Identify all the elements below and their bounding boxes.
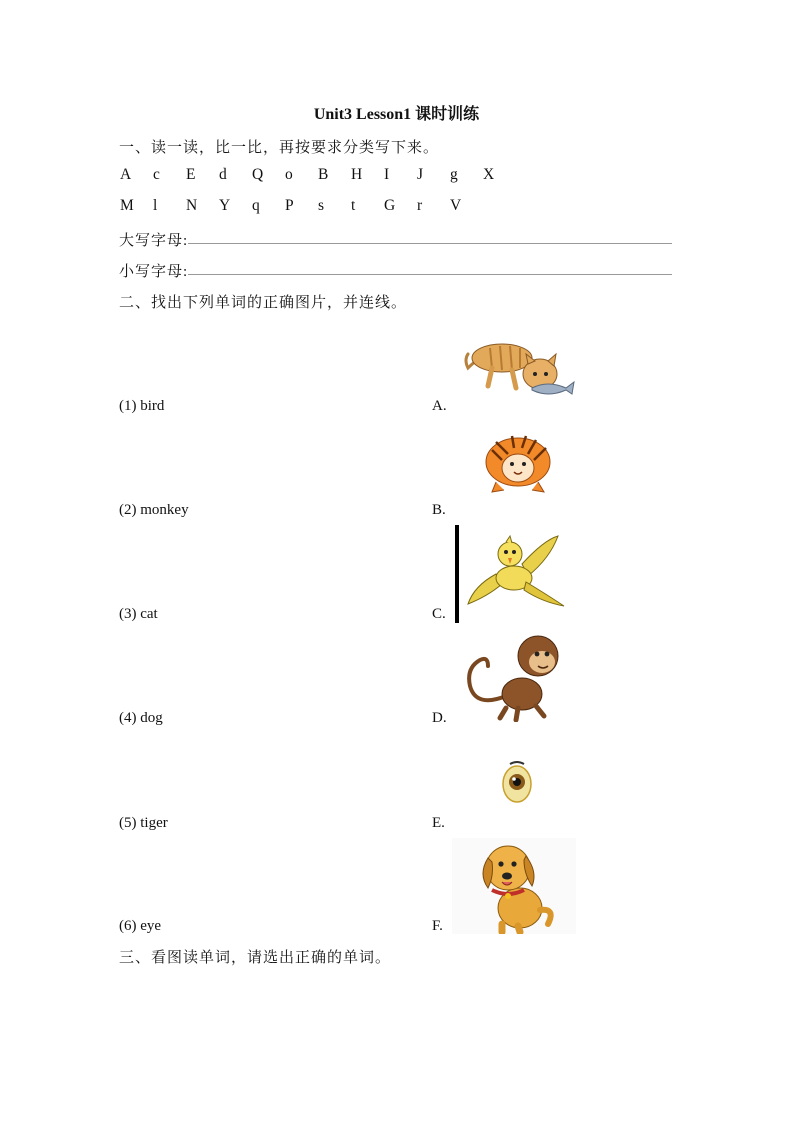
letter: P [285,197,294,214]
word-tiger: (5) tiger [119,815,168,831]
tiger-icon [482,430,558,496]
option-f-label: F. [432,918,443,934]
letter: N [186,197,198,214]
letter: A [120,166,132,183]
lowercase-answer-line[interactable] [188,274,672,275]
word-cat: (3) cat [119,606,158,622]
letter: o [285,166,293,183]
letter: q [252,197,260,214]
section1-heading: 一、读一读，比一比，再按要求分类写下来。 [119,140,440,156]
lowercase-label: 小写字母: [119,264,189,280]
letter: l [153,197,158,214]
letters-row-2 [120,197,483,215]
word-dog: (4) dog [119,710,163,726]
section2-heading: 二、找出下列单词的正确图片，并连线。 [119,295,408,311]
word-eye: (6) eye [119,918,162,934]
letter: B [318,166,329,183]
section3-heading: 三、看图读单词，请选出正确的单词。 [119,950,392,966]
letter: r [417,197,423,214]
letter: I [384,166,390,183]
letter: Y [219,197,231,214]
monkey-icon [466,630,564,722]
option-e-label: E. [432,815,445,831]
letter: t [351,197,356,214]
dog-icon [452,838,576,934]
letter: E [186,166,196,183]
bird-icon [466,534,568,610]
letter: J [417,166,424,183]
letter: Q [252,166,264,183]
page-title: Unit3 Lesson1 课时训练 [313,106,480,123]
letter: c [153,166,160,183]
letter: d [219,166,227,183]
eye-icon [500,760,534,806]
option-d-label: D. [432,710,447,726]
word-bird: (1) bird [119,398,165,414]
letter: M [120,197,134,214]
letter: G [384,197,396,214]
option-c-label: C. [432,606,446,622]
letter: V [450,197,462,214]
letters-row-1 [120,166,516,184]
option-a-label: A. [432,398,447,414]
letter: g [450,166,458,183]
word-monkey: (2) monkey [119,502,189,518]
cat-eating-fish-icon [462,334,580,400]
letter: s [318,197,325,214]
option-b-label: B. [432,502,446,518]
letter: H [351,166,363,183]
uppercase-answer-line[interactable] [188,243,672,244]
letter: X [483,166,495,183]
uppercase-label: 大写字母: [119,233,189,249]
connecting-line-mark [455,525,459,623]
